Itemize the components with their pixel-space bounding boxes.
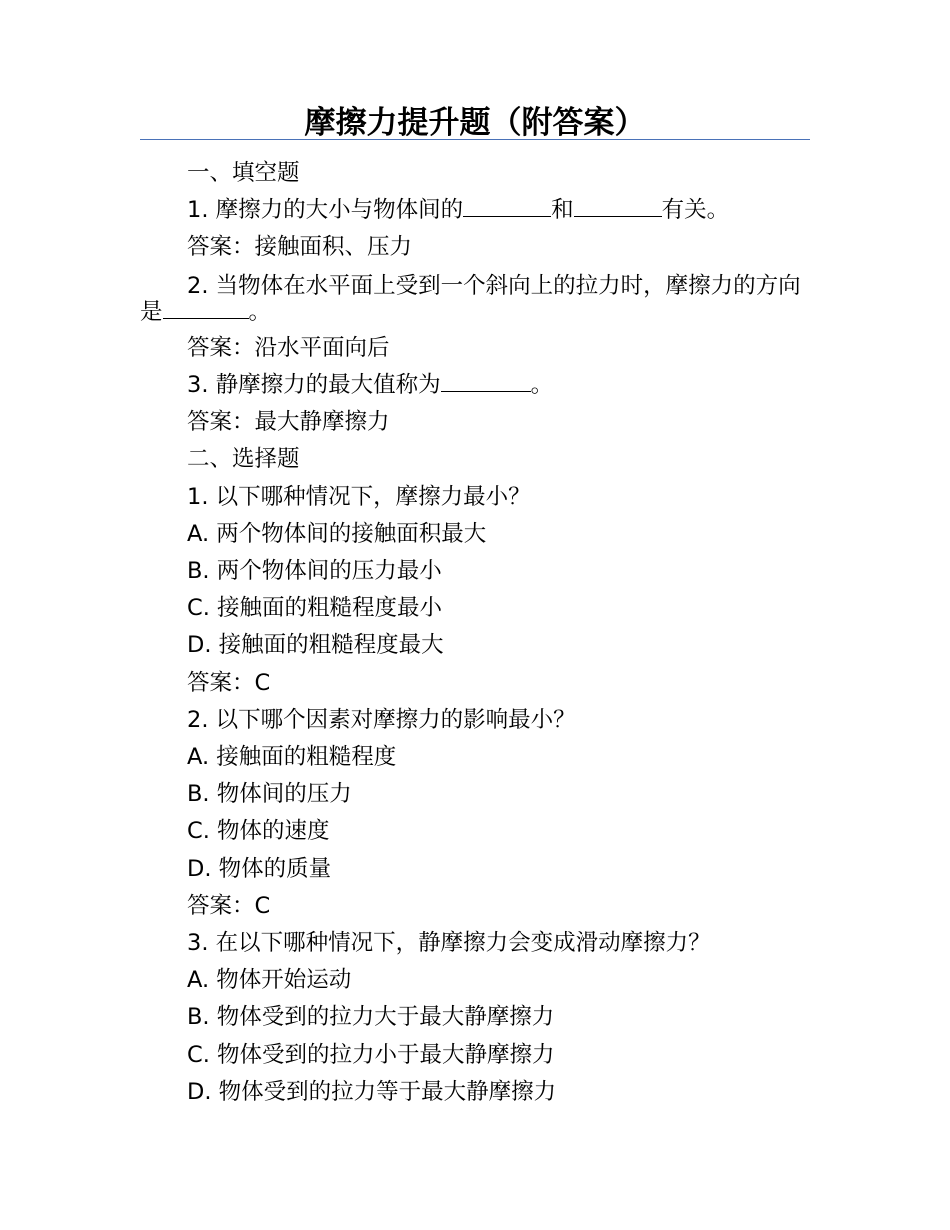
- choice-question-3: 3. 在以下哪种情况下，静摩擦力会变成滑动摩擦力？: [187, 930, 711, 957]
- fill-answer-2: 答案：沿水平面向后: [187, 334, 390, 361]
- answer-blank: [441, 373, 531, 392]
- fill-question-1: [140, 192, 810, 229]
- choice-question-1: 1. 以下哪种情况下，摩擦力最小？: [187, 483, 531, 510]
- choice-option: B. 物体受到的拉力大于最大静摩擦力: [187, 1004, 555, 1031]
- fill-question-2: [140, 267, 810, 330]
- choice-option: B. 两个物体间的压力最小: [187, 558, 442, 585]
- choice-option: B. 物体间的压力: [187, 781, 352, 808]
- answer-blank: [574, 198, 662, 217]
- title-underline: [140, 139, 810, 140]
- document-title: 摩擦力提升题（附答案）: [304, 105, 646, 141]
- question-text: 1. 摩擦力的大小与物体间的: [187, 197, 464, 224]
- choice-option: C. 物体的速度: [187, 818, 330, 845]
- answer-blank: [463, 198, 551, 217]
- fill-answer-3: 答案：最大静摩擦力: [187, 409, 390, 436]
- choice-answer-1: 答案：C: [187, 669, 271, 696]
- choice-option: D. 物体受到的拉力等于最大静摩擦力: [187, 1078, 557, 1105]
- section-heading-choice: 二、选择题: [187, 446, 300, 473]
- question-text: 和: [551, 197, 574, 224]
- choice-answer-2: 答案：C: [187, 892, 271, 919]
- question-text: 。: [530, 372, 554, 398]
- choice-option: A. 物体开始运动: [187, 967, 352, 994]
- question-text: 2. 当物体在水平面上受到一个斜向上的拉力时，摩擦力的方向是: [140, 272, 801, 325]
- fill-answer-1: 答案：接触面积、压力: [187, 234, 413, 261]
- choice-option: A. 接触面的粗糙程度: [187, 744, 397, 771]
- section-heading-fill-blank: 一、填空题: [187, 160, 300, 186]
- choice-option: C. 物体受到的拉力小于最大静摩擦力: [187, 1041, 555, 1068]
- question-text: 有关。: [661, 197, 730, 224]
- choice-option: A. 两个物体间的接触面积最大: [187, 520, 487, 547]
- answer-blank: [163, 300, 249, 319]
- document-body: [140, 155, 810, 1111]
- fill-question-3: [140, 367, 810, 404]
- choice-question-2: 2. 以下哪个因素对摩擦力的影响最小？: [187, 706, 576, 733]
- question-text: 3. 静摩擦力的最大值称为: [187, 372, 441, 398]
- choice-option: D. 接触面的粗糙程度最大: [187, 632, 444, 659]
- choice-option: D. 物体的质量: [187, 855, 332, 882]
- choice-option: C. 接触面的粗糙程度最小: [187, 595, 443, 622]
- question-text: 。: [248, 298, 272, 325]
